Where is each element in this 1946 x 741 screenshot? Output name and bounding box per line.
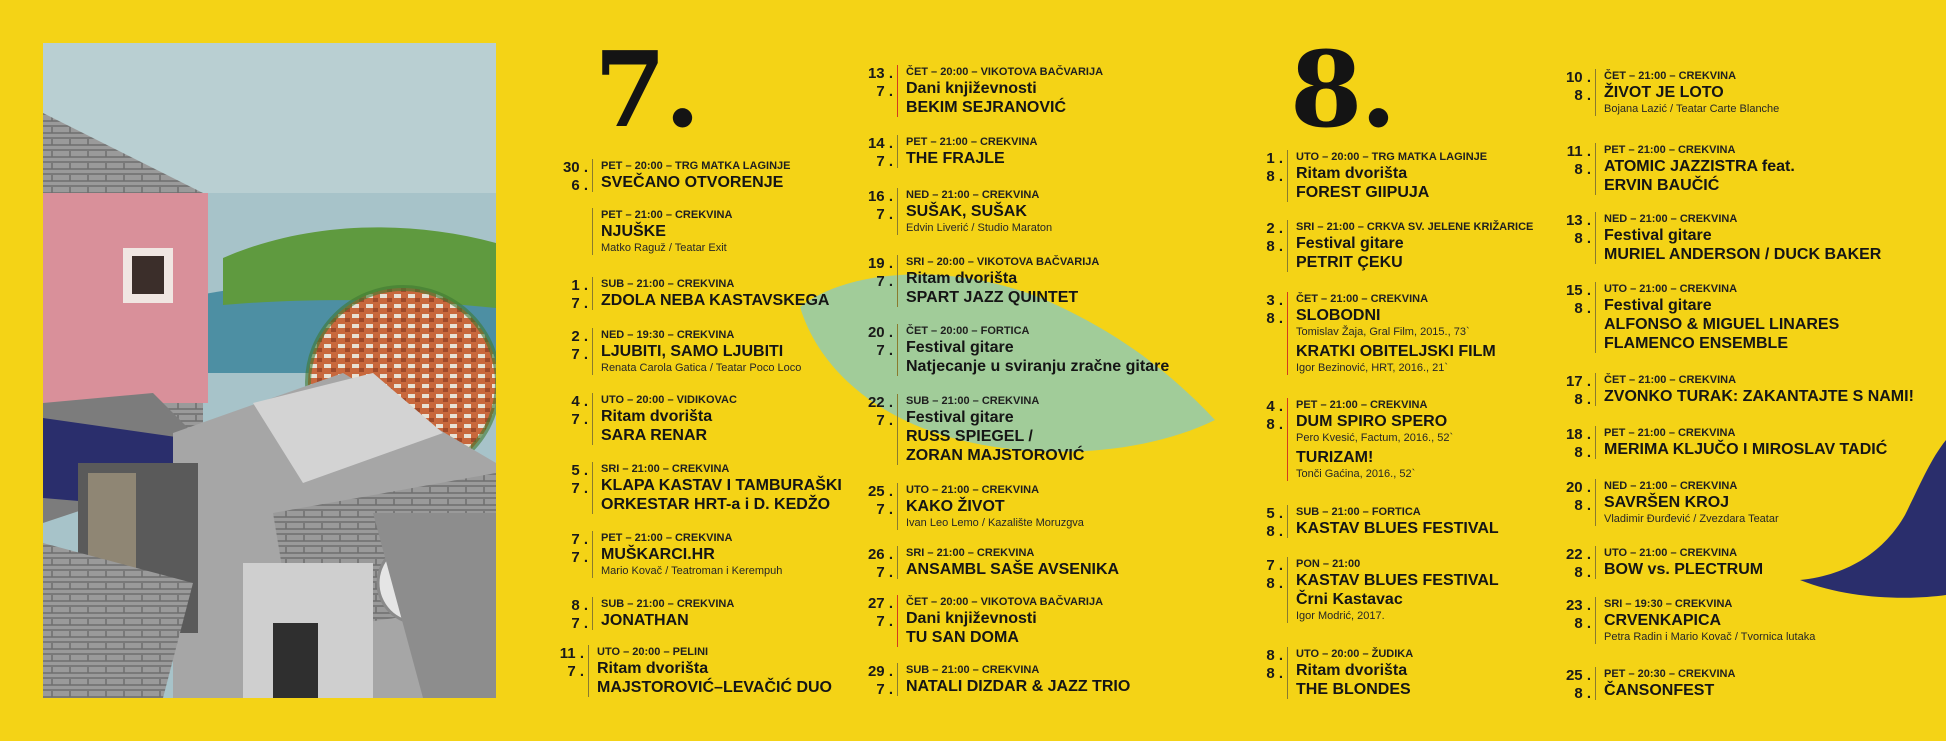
kastav-collage-image bbox=[43, 43, 496, 698]
event-date bbox=[855, 135, 893, 171]
event-date bbox=[1245, 292, 1283, 328]
event-date bbox=[855, 188, 893, 224]
event-date-part: 8 . bbox=[1266, 665, 1283, 682]
event-date bbox=[1553, 69, 1591, 105]
event-title: KRATKI OBITELJSKI FILM bbox=[1296, 343, 1496, 360]
event-date-part: 7 . bbox=[571, 531, 588, 548]
event-date-part: 8 . bbox=[1266, 575, 1283, 592]
event-meta: ČET – 20:00 – VIKOTOVA BAČVARIJA bbox=[906, 596, 1104, 608]
event-title: Festival gitare bbox=[1296, 235, 1404, 252]
event-date-part: 8 . bbox=[1266, 647, 1283, 664]
event-meta: UTO – 21:00 – CREKVINA bbox=[1604, 283, 1738, 295]
event-title: NJUŠKE bbox=[601, 223, 666, 240]
event-title: JONATHAN bbox=[601, 612, 689, 629]
event-title: MUŠKARCI.HR bbox=[601, 546, 715, 563]
event-credit: Pero Kvesić, Factum, 2016., 52` bbox=[1296, 432, 1454, 444]
event-date-part: 7 . bbox=[876, 501, 893, 518]
event-date bbox=[855, 663, 893, 699]
event-body bbox=[1595, 282, 1839, 353]
event-date bbox=[550, 393, 588, 429]
event-title: NATALI DIZDAR & JAZZ TRIO bbox=[906, 678, 1131, 695]
event-date-part: 7 . bbox=[571, 480, 588, 497]
event-date-part: 7 . bbox=[567, 663, 584, 680]
event-meta: SRI – 19:30 – CREKVINA bbox=[1604, 598, 1733, 610]
event-meta: SUB – 21:00 – CREKVINA bbox=[601, 598, 735, 610]
event-date-part: 7 . bbox=[571, 615, 588, 632]
event-date bbox=[1553, 667, 1591, 703]
event-date-part: 8 . bbox=[1266, 238, 1283, 255]
event-meta: ČET – 21:00 – CREKVINA bbox=[1604, 70, 1737, 82]
event-date-part: 8 . bbox=[1574, 391, 1591, 408]
event-date bbox=[1245, 647, 1283, 683]
event-title: ATOMIC JAZZISTRA feat. bbox=[1604, 158, 1795, 175]
event-meta: UTO – 21:00 – CREKVINA bbox=[1604, 547, 1738, 559]
event-body bbox=[1595, 667, 1735, 700]
event-title: KLAPA KASTAV I TAMBURAŠKI bbox=[601, 477, 842, 494]
event-date-part: 7 . bbox=[571, 411, 588, 428]
event-date-part: 1 . bbox=[571, 277, 588, 294]
event-date-part: 16 . bbox=[867, 188, 893, 205]
event-title: BEKIM SEJRANOVIĆ bbox=[906, 99, 1067, 116]
event-date-part: 7 . bbox=[876, 206, 893, 223]
event-date bbox=[550, 277, 588, 313]
event-date-part: 23 . bbox=[1565, 597, 1591, 614]
event-title: ZVONKO TURAK: ZAKANTAJTE S NAMI! bbox=[1604, 388, 1914, 405]
event-body bbox=[1287, 292, 1496, 375]
event-body bbox=[592, 208, 732, 255]
event-credit: Vladimir Đurđević / Zvezdara Teatar bbox=[1604, 513, 1779, 525]
event-date-part: 8 . bbox=[1574, 230, 1591, 247]
event-meta: PON – 21:00 bbox=[1296, 558, 1361, 570]
event-date-part: 20 . bbox=[1565, 479, 1591, 496]
event-date-part: 7 . bbox=[876, 273, 893, 290]
event-date bbox=[1553, 373, 1591, 409]
event-date-part: 6 . bbox=[571, 177, 588, 194]
event-title: KAKO ŽIVOT bbox=[906, 498, 1005, 515]
event-title: Festival gitare bbox=[906, 339, 1014, 356]
event-date-part: 1 . bbox=[1266, 150, 1283, 167]
event-meta: NED – 21:00 – CREKVINA bbox=[906, 189, 1040, 201]
event-body bbox=[1287, 220, 1533, 272]
event-title: Črni Kastavac bbox=[1296, 591, 1403, 608]
event-date-part: 8 . bbox=[571, 597, 588, 614]
event-date bbox=[1245, 220, 1283, 256]
event-date-part: 11 . bbox=[1566, 143, 1591, 160]
event-title: KASTAV BLUES FESTIVAL bbox=[1296, 572, 1499, 589]
event-date bbox=[855, 546, 893, 582]
event-body bbox=[1287, 505, 1499, 538]
event-meta: SRI – 21:00 – CREKVINA bbox=[601, 463, 730, 475]
event-date-part: 7 . bbox=[571, 549, 588, 566]
event-date-part: 29 . bbox=[867, 663, 893, 680]
event-body bbox=[897, 595, 1103, 647]
event-title: ALFONSO & MIGUEL LINARES bbox=[1604, 316, 1840, 333]
event-date-part: 7 . bbox=[876, 412, 893, 429]
event-meta: ČET – 20:00 – VIKOTOVA BAČVARIJA bbox=[906, 66, 1104, 78]
event-date-part: 27 . bbox=[867, 595, 893, 612]
event-body bbox=[1595, 426, 1887, 459]
event-date-part: 8 . bbox=[1574, 444, 1591, 461]
event-body bbox=[1595, 212, 1881, 264]
event-title: Ritam dvorišta bbox=[1296, 662, 1408, 679]
event-title: ČANSONFEST bbox=[1604, 682, 1715, 699]
event-date bbox=[1245, 150, 1283, 186]
event-body bbox=[1287, 557, 1499, 623]
event-meta: ČET – 21:00 – CREKVINA bbox=[1296, 293, 1429, 305]
event-body bbox=[592, 393, 737, 445]
event-meta: ČET – 20:00 – FORTICA bbox=[906, 325, 1030, 337]
event-body bbox=[592, 328, 801, 375]
event-meta: ČET – 21:00 – CREKVINA bbox=[1604, 374, 1737, 386]
event-date-part: 8 . bbox=[1574, 685, 1591, 702]
event-date bbox=[855, 483, 893, 519]
event-date-part: 22 . bbox=[867, 394, 893, 411]
event-meta: UTO – 20:00 – TRG MATKA LAGINJE bbox=[1296, 151, 1488, 163]
event-date-part: 8 . bbox=[1574, 161, 1591, 178]
event-date bbox=[855, 394, 893, 430]
event-date-part: 19 . bbox=[867, 255, 893, 272]
event-date bbox=[1553, 143, 1591, 179]
event-date-part: 30 . bbox=[562, 159, 588, 176]
event-body bbox=[592, 597, 734, 630]
event-meta: SRI – 21:00 – CRKVA SV. JELENE KRIŽARICE bbox=[1296, 221, 1534, 233]
event-date-part: 8 . bbox=[1574, 497, 1591, 514]
event-title: CRVENKAPICA bbox=[1604, 612, 1722, 629]
event-date-part: 8 . bbox=[1266, 416, 1283, 433]
event-date bbox=[1245, 557, 1283, 593]
month-heading-august: 8. bbox=[1290, 28, 1395, 151]
event-meta: NED – 21:00 – CREKVINA bbox=[1604, 480, 1738, 492]
event-date-part: 8 . bbox=[1574, 615, 1591, 632]
event-credit: Tomislav Žaja, Gral Film, 2015., 73` bbox=[1296, 326, 1470, 338]
event-title: Festival gitare bbox=[1604, 227, 1712, 244]
event-date-part: 5 . bbox=[1266, 505, 1283, 522]
event-date-part: 7 . bbox=[571, 295, 588, 312]
event-body bbox=[897, 188, 1052, 235]
event-date-part: 11 . bbox=[559, 645, 584, 662]
event-title: TU SAN DOMA bbox=[906, 629, 1019, 646]
event-date bbox=[1553, 426, 1591, 462]
event-date-part: 26 . bbox=[867, 546, 893, 563]
event-date-part: 7 . bbox=[1266, 557, 1283, 574]
event-body bbox=[592, 277, 829, 310]
event-date-part: 14 . bbox=[867, 135, 893, 152]
event-body bbox=[897, 135, 1037, 168]
event-meta: SUB – 21:00 – FORTICA bbox=[1296, 506, 1421, 518]
event-meta: NED – 21:00 – CREKVINA bbox=[1604, 213, 1738, 225]
event-body bbox=[1595, 69, 1779, 116]
event-meta: UTO – 20:00 – VIDIKOVAC bbox=[601, 394, 737, 406]
event-credit: Mario Kovač / Teatroman i Kerempuh bbox=[601, 565, 783, 577]
event-title: THE BLONDES bbox=[1296, 681, 1411, 698]
event-meta: UTO – 20:00 – PELINI bbox=[597, 646, 709, 658]
event-body bbox=[1287, 647, 1413, 699]
event-date bbox=[1245, 505, 1283, 541]
event-title: MAJSTOROVIĆ–LEVAČIĆ DUO bbox=[597, 679, 832, 696]
event-date-part: 5 . bbox=[571, 462, 588, 479]
event-body bbox=[897, 483, 1084, 530]
event-title: MURIEL ANDERSON / DUCK BAKER bbox=[1604, 246, 1882, 263]
event-title: KASTAV BLUES FESTIVAL bbox=[1296, 520, 1499, 537]
event-date-part: 8 . bbox=[1574, 87, 1591, 104]
event-date-part: 13 . bbox=[1565, 212, 1591, 229]
event-credit: Matko Raguž / Teatar Exit bbox=[601, 242, 727, 254]
event-title: ERVIN BAUČIĆ bbox=[1604, 177, 1720, 194]
event-body bbox=[897, 255, 1099, 307]
event-date bbox=[1553, 282, 1591, 318]
event-date bbox=[1553, 597, 1591, 633]
event-title: FOREST GIIPUJA bbox=[1296, 184, 1430, 201]
event-date-part: 2 . bbox=[571, 328, 588, 345]
event-meta: PET – 21:00 – CREKVINA bbox=[1296, 399, 1428, 411]
event-meta: SUB – 21:00 – CREKVINA bbox=[601, 278, 735, 290]
event-date bbox=[1553, 212, 1591, 248]
event-date-part: 25 . bbox=[1565, 667, 1591, 684]
event-title: LJUBITI, SAMO LJUBITI bbox=[601, 343, 784, 360]
event-meta: SUB – 21:00 – CREKVINA bbox=[906, 395, 1040, 407]
event-date bbox=[546, 645, 584, 681]
event-title: RUSS SPIEGEL / bbox=[906, 428, 1033, 445]
event-date bbox=[855, 255, 893, 291]
event-title: THE FRAJLE bbox=[906, 150, 1005, 167]
event-date-part: 25 . bbox=[867, 483, 893, 500]
event-date-part: 8 . bbox=[1266, 168, 1283, 185]
event-body bbox=[588, 645, 832, 697]
event-body bbox=[1595, 373, 1914, 406]
event-date-part: 4 . bbox=[571, 393, 588, 410]
event-meta: PET – 21:00 – CREKVINA bbox=[601, 532, 733, 544]
event-body bbox=[1595, 546, 1763, 579]
event-body bbox=[1287, 150, 1487, 202]
month-heading-july: 7. bbox=[594, 28, 699, 151]
event-date-part: 7 . bbox=[876, 153, 893, 170]
event-meta: PET – 21:00 – CREKVINA bbox=[601, 209, 733, 221]
event-date bbox=[855, 65, 893, 101]
event-date-part: 7 . bbox=[876, 564, 893, 581]
event-body bbox=[897, 394, 1084, 465]
event-date-part: 8 . bbox=[1574, 564, 1591, 581]
event-date-part: 4 . bbox=[1266, 398, 1283, 415]
event-title: SUŠAK, SUŠAK bbox=[906, 203, 1027, 220]
event-date-part: 13 . bbox=[867, 65, 893, 82]
event-title: SARA RENAR bbox=[601, 427, 708, 444]
event-title: Dani književnosti bbox=[906, 80, 1037, 97]
event-title: SAVRŠEN KROJ bbox=[1604, 494, 1730, 511]
event-meta: SRI – 21:00 – CREKVINA bbox=[906, 547, 1035, 559]
event-title: Natjecanje u sviranju zračne gitare bbox=[906, 358, 1170, 375]
event-date bbox=[550, 597, 588, 633]
event-title: ANSAMBL SAŠE AVSENIKA bbox=[906, 561, 1120, 578]
event-credit: Tonči Gaćina, 2016., 52` bbox=[1296, 468, 1416, 480]
event-meta: SUB – 21:00 – CREKVINA bbox=[906, 664, 1040, 676]
event-credit: Edvin Liverić / Studio Maraton bbox=[906, 222, 1053, 234]
event-meta: PET – 21:00 – CREKVINA bbox=[906, 136, 1038, 148]
event-title: ZORAN MAJSTOROVIĆ bbox=[906, 447, 1085, 464]
event-meta: PET – 20:00 – TRG MATKA LAGINJE bbox=[601, 160, 791, 172]
event-title: FLAMENCO ENSEMBLE bbox=[1604, 335, 1788, 352]
event-credit: Bojana Lazić / Teatar Carte Blanche bbox=[1604, 103, 1780, 115]
event-date-part: 3 . bbox=[1266, 292, 1283, 309]
event-date-part: 22 . bbox=[1565, 546, 1591, 563]
event-title: SLOBODNI bbox=[1296, 307, 1381, 324]
event-body bbox=[897, 65, 1103, 117]
event-body bbox=[1595, 597, 1815, 644]
event-body bbox=[592, 462, 842, 514]
event-meta: UTO – 21:00 – CREKVINA bbox=[906, 484, 1040, 496]
event-meta: UTO – 20:00 – ŽUDIKA bbox=[1296, 648, 1414, 660]
event-body bbox=[897, 324, 1169, 376]
event-date-part: 8 . bbox=[1266, 523, 1283, 540]
event-title: SVEČANO OTVORENJE bbox=[601, 174, 784, 191]
event-date-part: 20 . bbox=[867, 324, 893, 341]
event-title: Ritam dvorišta bbox=[1296, 165, 1408, 182]
event-credit: Ivan Leo Lemo / Kazalište Moruzgva bbox=[906, 517, 1084, 529]
event-date bbox=[1553, 546, 1591, 582]
event-date bbox=[855, 595, 893, 631]
event-title: ŽIVOT JE LOTO bbox=[1604, 84, 1724, 101]
event-date-part: 15 . bbox=[1565, 282, 1591, 299]
event-date bbox=[550, 462, 588, 498]
event-title: PETRIT ÇEKU bbox=[1296, 254, 1403, 271]
event-title: Festival gitare bbox=[906, 409, 1014, 426]
event-credit: Igor Bezinović, HRT, 2016., 21` bbox=[1296, 362, 1449, 374]
event-title: DUM SPIRO SPERO bbox=[1296, 413, 1448, 430]
event-title: MERIMA KLJUČO I MIROSLAV TADIĆ bbox=[1604, 441, 1888, 458]
event-date bbox=[1553, 479, 1591, 515]
event-date bbox=[550, 159, 588, 195]
event-body bbox=[592, 531, 782, 578]
event-credit: Igor Modrić, 2017. bbox=[1296, 610, 1385, 622]
event-meta: SRI – 20:00 – VIKOTOVA BAČVARIJA bbox=[906, 256, 1100, 268]
event-title: ORKESTAR HRT-a i D. KEDŽO bbox=[601, 496, 831, 513]
event-date-part: 8 . bbox=[1266, 310, 1283, 327]
event-title: Ritam dvorišta bbox=[906, 270, 1018, 287]
event-date-part: 8 . bbox=[1574, 300, 1591, 317]
event-date-part: 18 . bbox=[1565, 426, 1591, 443]
event-date-part: 7 . bbox=[876, 681, 893, 698]
event-meta: PET – 20:30 – CREKVINA bbox=[1604, 668, 1736, 680]
event-title: TURIZAM! bbox=[1296, 449, 1374, 466]
event-title: Ritam dvorišta bbox=[597, 660, 709, 677]
event-meta: NED – 19:30 – CREKVINA bbox=[601, 329, 735, 341]
event-title: Dani književnosti bbox=[906, 610, 1037, 627]
event-credit: Petra Radin i Mario Kovač / Tvornica lutaka bbox=[1604, 631, 1816, 643]
event-date bbox=[550, 531, 588, 567]
event-body bbox=[1595, 143, 1795, 195]
event-meta: PET – 21:00 – CREKVINA bbox=[1604, 144, 1736, 156]
event-body bbox=[592, 159, 790, 192]
event-title: BOW vs. PLECTRUM bbox=[1604, 561, 1764, 578]
event-title: ZDOLA NEBA KASTAVSKEGA bbox=[601, 292, 830, 309]
event-credit: Renata Carola Gatica / Teatar Poco Loco bbox=[601, 362, 802, 374]
event-date bbox=[1245, 398, 1283, 434]
event-date-part: 10 . bbox=[1565, 69, 1591, 86]
event-date-part: 7 . bbox=[876, 342, 893, 359]
event-body bbox=[897, 663, 1130, 696]
event-date-part: 2 . bbox=[1266, 220, 1283, 237]
event-body bbox=[1595, 479, 1779, 526]
event-meta: PET – 21:00 – CREKVINA bbox=[1604, 427, 1736, 439]
event-title: Festival gitare bbox=[1604, 297, 1712, 314]
event-title: Ritam dvorišta bbox=[601, 408, 713, 425]
event-date-part: 17 . bbox=[1565, 373, 1591, 390]
event-date-part: 7 . bbox=[876, 613, 893, 630]
event-body bbox=[897, 546, 1119, 579]
event-title: SPART JAZZ QUINTET bbox=[906, 289, 1079, 306]
event-date-part: 7 . bbox=[876, 83, 893, 100]
event-body bbox=[1287, 398, 1453, 481]
event-date bbox=[550, 328, 588, 364]
event-date bbox=[855, 324, 893, 360]
event-date-part: 7 . bbox=[571, 346, 588, 363]
